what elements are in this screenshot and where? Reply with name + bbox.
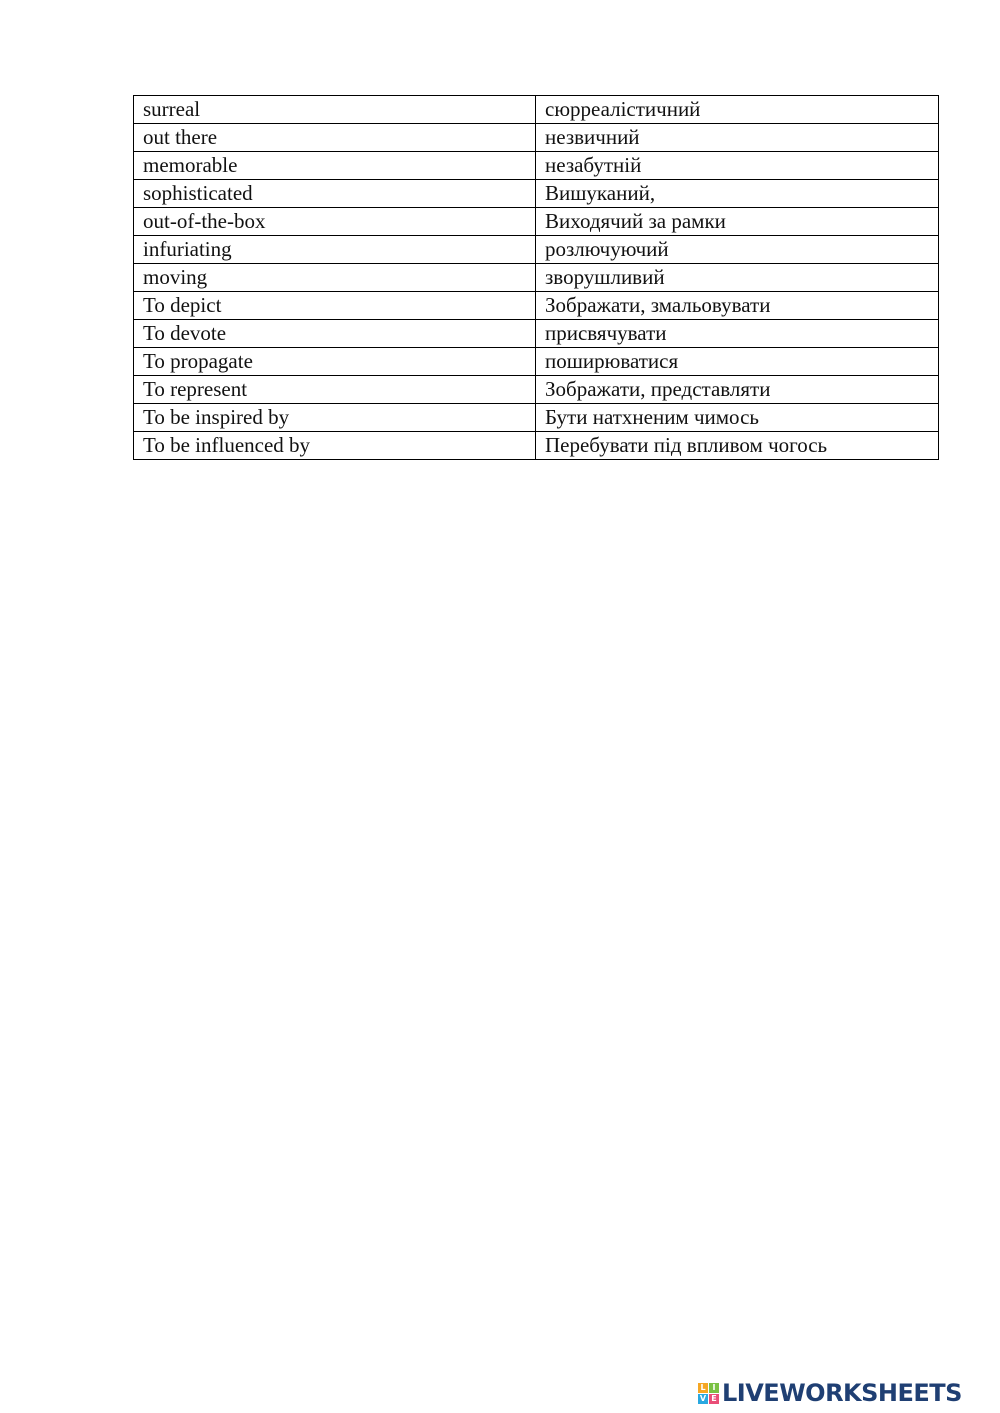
- vocabulary-table-body: [134, 96, 939, 460]
- ukrainian-translation-cell: незабутній: [536, 152, 939, 180]
- logo-letter-v: V: [699, 1393, 707, 1403]
- table-row: [134, 208, 939, 236]
- english-term-cell: To be influenced by: [134, 432, 536, 460]
- ukrainian-translation-cell: Бути натхненим чимось: [536, 404, 939, 432]
- table-row: [134, 320, 939, 348]
- table-row: [134, 404, 939, 432]
- ukrainian-translation-cell: поширюватися: [536, 348, 939, 376]
- english-term-cell: sophisticated: [134, 180, 536, 208]
- table-row: [134, 236, 939, 264]
- english-term-cell: moving: [134, 264, 536, 292]
- english-term-cell: To depict: [134, 292, 536, 320]
- english-term-cell: out-of-the-box: [134, 208, 536, 236]
- english-term-cell: To propagate: [134, 348, 536, 376]
- table-row: [134, 96, 939, 124]
- english-term-cell: out there: [134, 124, 536, 152]
- table-row: [134, 124, 939, 152]
- table-row: [134, 348, 939, 376]
- ukrainian-translation-cell: Вишуканий,: [536, 180, 939, 208]
- brand-wordmark: LIVEWORKSHEETS: [722, 1379, 962, 1407]
- ukrainian-translation-cell: Зображати, змальовувати: [536, 292, 939, 320]
- english-term-cell: surreal: [134, 96, 536, 124]
- english-term-cell: To be inspired by: [134, 404, 536, 432]
- logo-letter-l: L: [698, 1383, 708, 1393]
- table-row: [134, 292, 939, 320]
- ukrainian-translation-cell: незвичний: [536, 124, 939, 152]
- vocabulary-table: [133, 95, 939, 460]
- english-term-cell: To represent: [134, 376, 536, 404]
- english-term-cell: memorable: [134, 152, 536, 180]
- logo-letter-e: E: [709, 1394, 719, 1404]
- ukrainian-translation-cell: Перебувати під впливом чогось: [536, 432, 939, 460]
- table-row: [134, 264, 939, 292]
- table-row: [134, 180, 939, 208]
- ukrainian-translation-cell: зворушливий: [536, 264, 939, 292]
- table-row: [134, 432, 939, 460]
- logo-letter-i: I: [709, 1383, 719, 1393]
- ukrainian-translation-cell: розлючуючий: [536, 236, 939, 264]
- liveworksheets-logo-icon: [698, 1383, 719, 1404]
- liveworksheets-brand: [698, 1378, 962, 1408]
- ukrainian-translation-cell: Зображати, представляти: [536, 376, 939, 404]
- english-term-cell: To devote: [134, 320, 536, 348]
- ukrainian-translation-cell: Виходячий за рамки: [536, 208, 939, 236]
- table-row: [134, 152, 939, 180]
- ukrainian-translation-cell: присвячувати: [536, 320, 939, 348]
- english-term-cell: infuriating: [134, 236, 536, 264]
- ukrainian-translation-cell: сюрреалістичний: [536, 96, 939, 124]
- table-row: [134, 376, 939, 404]
